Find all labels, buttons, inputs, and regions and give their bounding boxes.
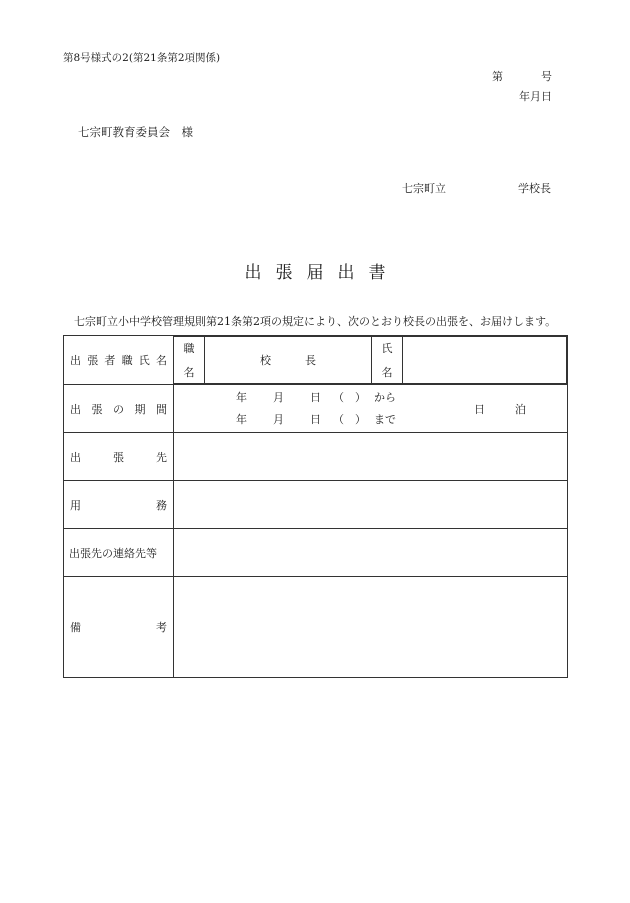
sender (402, 180, 551, 196)
doc-number-suffix: 号 (541, 70, 552, 83)
row-remarks (64, 577, 568, 678)
row-contact (64, 529, 568, 577)
period-dates (174, 387, 396, 431)
traveler-cells (174, 336, 568, 385)
doc-number-prefix: 第 (492, 70, 503, 83)
row-purpose (64, 481, 568, 529)
label-purpose: 用 務 (64, 481, 174, 529)
date-day: 日 (541, 90, 552, 103)
period-from: 年 月 日 （ ） から (236, 390, 396, 404)
name-value[interactable] (403, 337, 567, 384)
label-period: 出 張 の 期 間 (64, 385, 174, 433)
row-period (64, 385, 568, 433)
period-to: 年 月 日 （ ） まで (236, 412, 396, 426)
purpose-value[interactable] (174, 481, 568, 529)
document-number (492, 68, 552, 84)
destination-value[interactable] (174, 433, 568, 481)
sender-title: 学校長 (518, 182, 551, 195)
shi-label: 氏 名 (372, 337, 403, 384)
document-date (519, 88, 552, 104)
intro-text: 七宗町立小中学校管理規則第21条第2項の規定により、次のとおり校長の出張を、お届けします。 (74, 315, 557, 328)
form-number: 第8号様式の2(第21条第2項関係) (63, 52, 221, 64)
label-traveler: 出 張 者 職 氏 名 (64, 336, 174, 385)
travel-report-table (63, 335, 568, 678)
shoku-label: 職 名 (174, 337, 205, 384)
date-year: 年 (519, 90, 530, 103)
label-remarks: 備 考 (64, 577, 174, 678)
period-nights: 日 泊 (474, 402, 526, 416)
label-destination: 出 張 先 (64, 433, 174, 481)
remarks-value[interactable] (174, 577, 568, 678)
label-contact: 出張先の連絡先等 (64, 529, 174, 577)
date-month: 月 (530, 90, 541, 103)
position-value[interactable]: 校 長 (205, 337, 372, 384)
row-destination (64, 433, 568, 481)
row-traveler (64, 336, 568, 385)
document-title: 出張届出書 (244, 263, 400, 283)
addressee: 七宗町教育委員会 様 (78, 125, 193, 139)
contact-value[interactable] (174, 529, 568, 577)
sender-org: 七宗町立 (402, 182, 446, 195)
period-value[interactable] (174, 385, 568, 433)
